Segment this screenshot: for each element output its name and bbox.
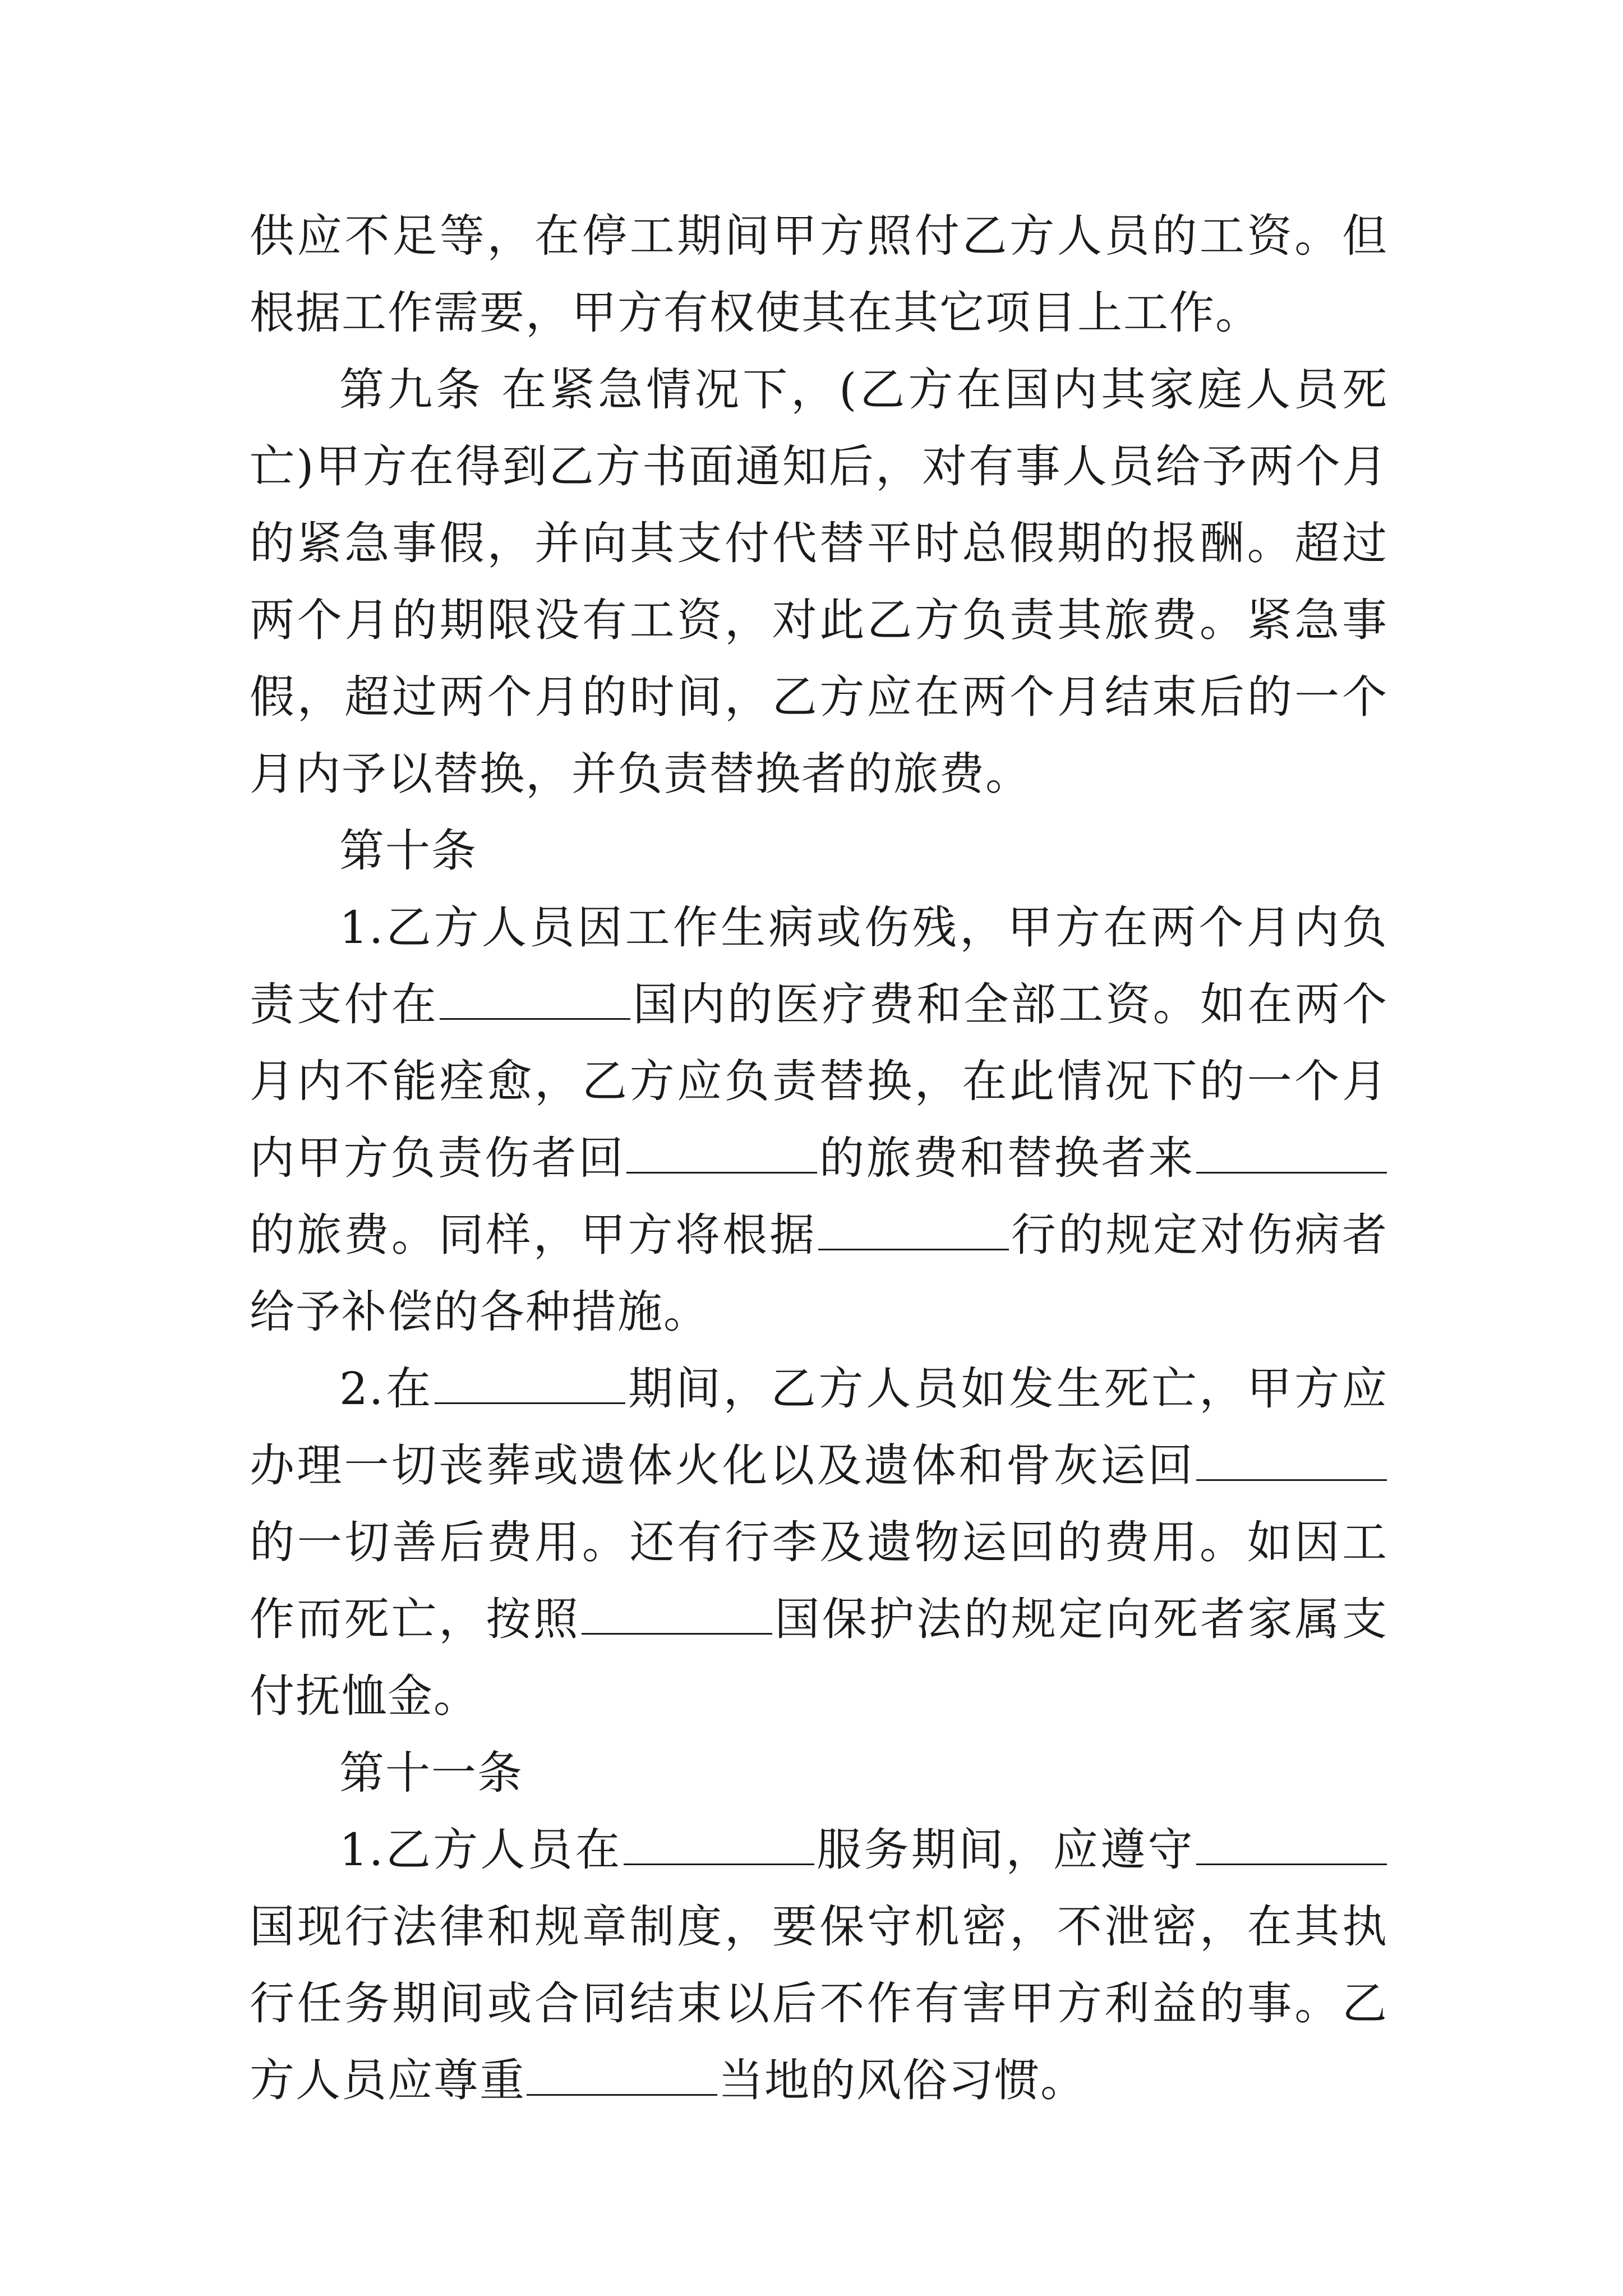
- text-segment: 的旅费。同样，甲方将根据: [250, 1209, 817, 1261]
- text-segment: 期间，乙方人员如发生死亡，甲方应办理一切丧葬或遗体火化以及遗体和骨灰运回: [250, 1363, 1389, 1492]
- blank-line: [1196, 1138, 1387, 1174]
- blank-line: [582, 1599, 772, 1635]
- text-segment: 1.乙方人员在: [339, 1824, 623, 1876]
- text-segment: 国现行法律和规章制度，要保守机密，不泄密，在其执行任务期间或合同结束以后不作有害甲方利益的事。乙方人员应尊重: [250, 1901, 1388, 2106]
- article-11-item-1: [250, 1811, 1388, 2119]
- text-segment: 1.乙方人员因工作生病或伤残，甲方在两个月内负责支付在: [250, 901, 1388, 1030]
- text-segment: 的一切善后费用。还有行李及遗物运回的费用。如因工作而死亡，按照: [250, 1516, 1388, 1645]
- article-10-item-2: [250, 1350, 1388, 1734]
- blank-line: [440, 984, 630, 1020]
- blank-line: [1196, 1830, 1387, 1865]
- text-segment: 国内的医疗费和全部工资。如在两个月内不能痊愈，乙方应负责替换，在此情况下的一个月内甲方负责伤者回: [250, 978, 1389, 1184]
- text-segment: 的旅费和替换者来: [818, 1132, 1196, 1184]
- blank-line: [435, 1369, 625, 1404]
- article-11-heading: 第十一条: [339, 1747, 523, 1799]
- document-body: [250, 197, 1388, 2119]
- article-10-heading: 第十条: [339, 825, 477, 877]
- blank-line: [626, 1138, 817, 1174]
- article-9-paragraph: 第九条 在紧急情况下，(乙方在国内其家庭人员死亡)甲方在得到乙方书面通知后，对有事人员给予两个月的紧急事假，并向其支付代替平时总假期的报酬。超过两个月的期限没有工资，对此乙方负责其旅费。紧急事假，超过两个月的时间，乙方应在两个月结束后的一个月内予以替换，并负责替换者的旅费。: [250, 364, 1388, 800]
- text-segment: 服务期间，应遵守: [815, 1824, 1196, 1876]
- article-10-item-1: [250, 889, 1388, 1350]
- blank-line: [527, 2060, 717, 2096]
- text-segment: 2.在: [339, 1363, 434, 1415]
- text-segment: 国保护法的规定向死者家属支付抚恤金。: [250, 1593, 1389, 1722]
- text-segment: 行的规定对伤病者给予补偿的各种措施。: [250, 1209, 1389, 1338]
- blank-line: [1196, 1446, 1387, 1481]
- blank-line: [624, 1830, 814, 1865]
- blank-line: [818, 1215, 1009, 1250]
- text-segment: 当地的风俗习惯。: [718, 2054, 1086, 2106]
- paragraph-continuation: 供应不足等，在停工期间甲方照付乙方人员的工资。但根据工作需要，甲方有权使其在其它项目上工作。: [250, 210, 1388, 339]
